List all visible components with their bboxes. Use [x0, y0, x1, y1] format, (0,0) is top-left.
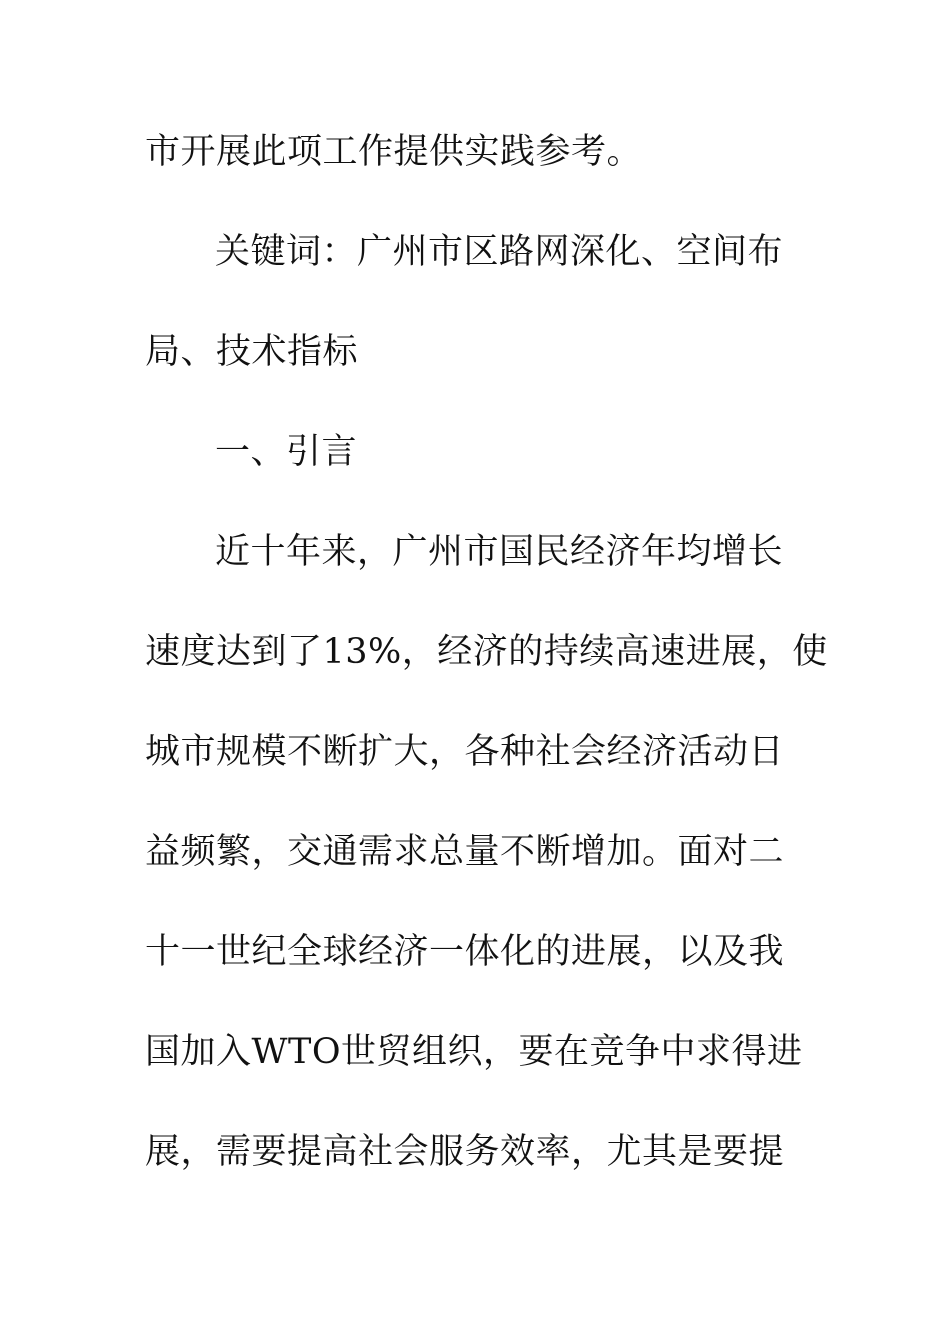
text-line: 展，需要提高社会服务效率，尤其是要提 [145, 1132, 785, 1172]
text-line: 城市规模不断扩大，各种社会经济活动日 [145, 732, 785, 772]
text-line: 十一世纪全球经济一体化的进展，以及我 [145, 932, 785, 972]
keywords-line: 关键词：广州市区路网深化、空间布 [215, 232, 784, 272]
text-line: 速度达到了13%，经济的持续高速进展，使 [145, 632, 828, 672]
text-line: 市开展此项工作提供实践参考。 [145, 132, 643, 172]
text-line: 国加入WTO世贸组织，要在竞争中求得进 [145, 1032, 803, 1072]
section-heading: 一、引言 [215, 432, 358, 472]
text-line: 局、技术指标 [145, 332, 359, 372]
text-line: 益频繁，交通需求总量不断增加。面对二 [145, 832, 785, 872]
text-line: 近十年来，广州市国民经济年均增长 [215, 532, 784, 572]
